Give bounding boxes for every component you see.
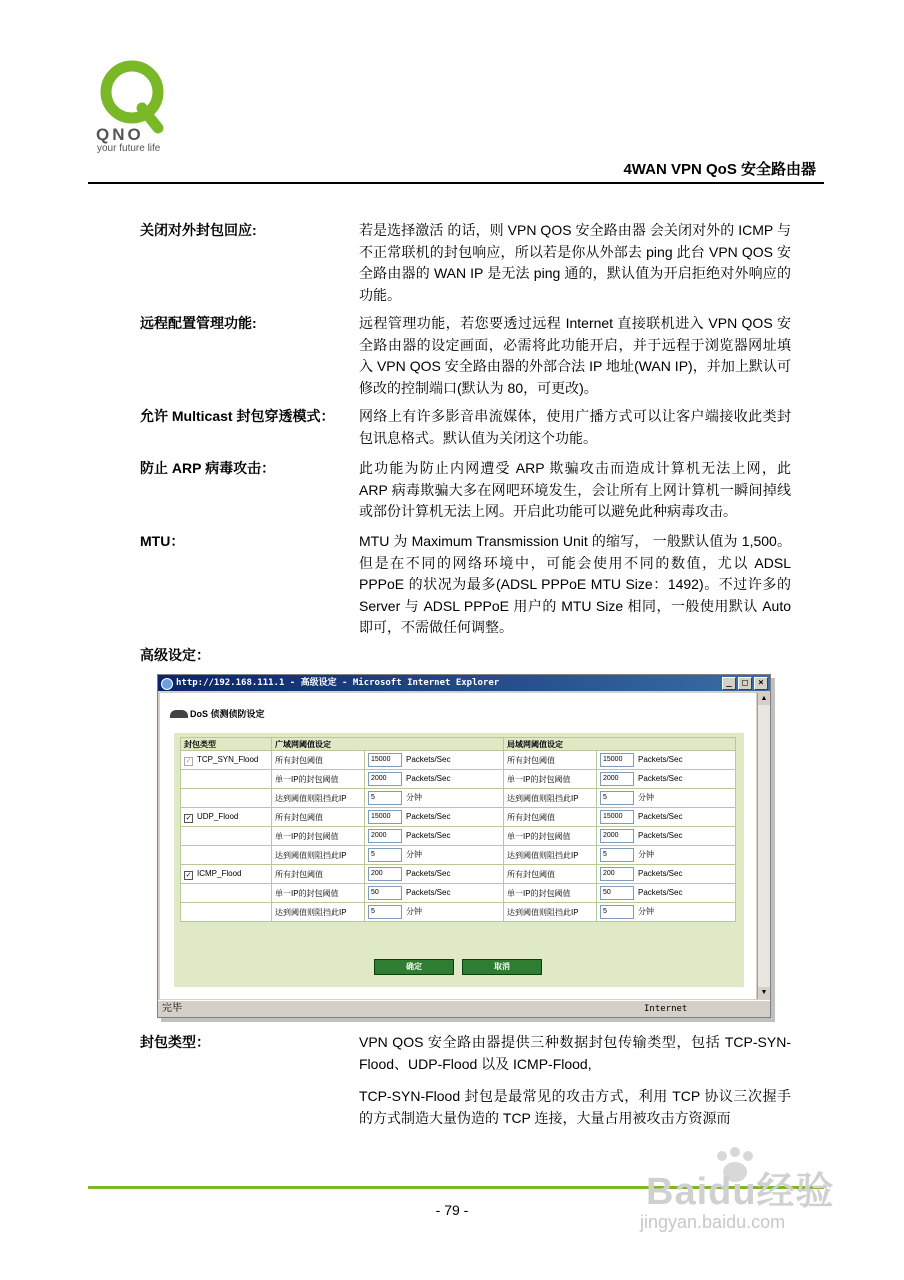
wan-threshold-label: 达到阈值则阻挡此IP (272, 846, 365, 865)
browser-statusbar (158, 1000, 770, 1017)
logo-tagline: your future life (97, 143, 161, 154)
section-body: 若是选择激活 的话，则 VPN QOS 安全路由器 会关闭对外的 ICMP 与不正常联机的封包响应，所以若是你从外部去 ping 此台 VPN QOS 安全路由器的 WAN IP 是无法 ping 通的，默认值为开启拒绝对外响应的功能。 (359, 222, 791, 303)
close-icon[interactable]: × (754, 677, 768, 690)
unit-label: Packets/Sec (406, 755, 451, 765)
packet-type-cell (181, 884, 272, 903)
table-row (181, 846, 736, 865)
unit-label: Packets/Sec (638, 755, 683, 765)
packet-type-cell (181, 903, 272, 922)
wan-threshold-label: 所有封包阈值 (272, 751, 365, 770)
lan-threshold-value (597, 903, 736, 922)
lan-threshold-label: 单一IP的封包阈值 (504, 884, 597, 903)
section-body: 此功能为防止内网遭受 ARP 欺骗攻击而造成计算机无法上网，此 ARP 病毒欺骗大多在网吧环境发生，会让所有上网计算机一瞬间掉线或部份计算机无法上网。开启此功能可以避免此种病毒攻击。 (359, 460, 791, 519)
browser-window (157, 674, 771, 1018)
unit-label: Packets/Sec (406, 774, 451, 784)
wan-threshold-value (365, 865, 504, 884)
wan-threshold-label: 所有封包阈值 (272, 808, 365, 827)
packet-type-label: UDP_Flood (197, 811, 239, 821)
lan-threshold-value (597, 751, 736, 770)
wan-threshold-input[interactable]: 5 (368, 791, 402, 805)
lan-threshold-input[interactable]: 50 (600, 886, 634, 900)
packet-type-cell (181, 846, 272, 865)
section-body: VPN QOS 安全路由器提供三种数据封包传输类型，包括 TCP-SYN-Flood、UDP-Flood 以及 ICMP-Flood, TCP-SYN-Flood 封包是最常见的攻击方式，利用 TCP 协议三次握手的方式制造大量伪造的 TCP 连接，大量占用被攻击方资源而 (359, 1034, 791, 1126)
lan-threshold-value (597, 846, 736, 865)
wan-threshold-input[interactable]: 15000 (368, 753, 402, 767)
lan-threshold-input[interactable]: 15000 (600, 810, 634, 824)
status-zone: Internet (644, 1004, 688, 1014)
table-row (181, 827, 736, 846)
wan-threshold-value (365, 808, 504, 827)
browser-titlebar (158, 675, 770, 691)
packet-type-cell (181, 865, 272, 884)
lan-threshold-label: 所有封包阈值 (504, 751, 597, 770)
table-row (181, 865, 736, 884)
section-label: 允许 Multicast 封包穿透模式： (140, 408, 335, 424)
document-header-title: 4WAN VPN QoS 安全路由器 (623, 161, 816, 178)
packet-type-cell (181, 770, 272, 789)
packet-type-cell (181, 827, 272, 846)
svg-text:QNO: QNO (96, 125, 144, 144)
unit-label: 分钟 (638, 793, 654, 803)
col-lan-header: 局域网阈值设定 (504, 738, 736, 751)
unit-label: Packets/Sec (638, 831, 683, 841)
confirm-button[interactable]: 确定 (374, 959, 454, 975)
section-body: MTU 为 Maximum Transmission Unit 的缩写， 一般默认值为 1,500。但是在不同的网络环境中，可能会使用不同的数值，尤以 ADSL PPPoE 的状况为最多(ADSL PPPoE MTU Size：1492)。不过许多的 Server 与 ADSL PPPoE 用户的 MTU Size 相同，一般使用默认 Auto 即可，不需做任何调整。 (359, 533, 791, 635)
lan-threshold-input[interactable]: 5 (600, 791, 634, 805)
table-row (181, 770, 736, 789)
vertical-scrollbar[interactable] (757, 693, 770, 999)
lan-threshold-value (597, 789, 736, 808)
lan-threshold-input[interactable]: 15000 (600, 753, 634, 767)
wan-threshold-label: 单一IP的封包阈值 (272, 884, 365, 903)
page-number: - 79 - (435, 1202, 469, 1218)
unit-label: Packets/Sec (638, 869, 683, 879)
wan-threshold-value (365, 827, 504, 846)
maximize-icon[interactable]: □ (738, 677, 752, 690)
lan-threshold-label: 所有封包阈值 (504, 808, 597, 827)
dos-table (180, 737, 736, 922)
browser-title: http://192.168.111.1 - 高级设定 - Microsoft Internet Explorer (176, 678, 500, 688)
section-label: 关闭对外封包回应: (140, 222, 257, 238)
table-row (181, 884, 736, 903)
watermark-url: jingyan.baidu.com (640, 1212, 786, 1232)
header-divider (88, 182, 824, 184)
lan-threshold-value (597, 865, 736, 884)
wan-threshold-label: 达到阈值则阻挡此IP (272, 789, 365, 808)
packet-type-cell (181, 751, 272, 770)
packet-type-label: TCP_SYN_Flood (197, 754, 259, 764)
section-body: 网络上有许多影音串流媒体，使用广播方式可以让客户端接收此类封包讯息格式。默认值为关闭这个功能。 (359, 408, 791, 446)
wan-threshold-value (365, 846, 504, 865)
unit-label: 分钟 (638, 850, 654, 860)
col-type-header: 封包类型 (181, 738, 272, 751)
lan-threshold-label: 单一IP的封包阈值 (504, 770, 597, 789)
packet-type-checkbox[interactable]: ✓ (185, 871, 192, 879)
table-row (181, 808, 736, 827)
lan-threshold-label: 单一IP的封包阈值 (504, 827, 597, 846)
wan-threshold-input[interactable]: 200 (368, 867, 402, 881)
ie-icon (161, 678, 173, 690)
section-body: 远程管理功能，若您要透过远程 Internet 直接联机进入 VPN QOS 安全路由器的设定画面，必需将此功能开启，并于远程于浏览器网址填入 VPN QOS 安全路由器的外部合法 IP 地址(WAN IP)，并加上默认可修改的控制端口(默认为 80，可更改)。 (359, 315, 791, 396)
wan-threshold-input[interactable]: 50 (368, 886, 402, 900)
wan-threshold-input[interactable]: 5 (368, 848, 402, 862)
packet-type-cell (181, 808, 272, 827)
lan-threshold-label: 所有封包阈值 (504, 865, 597, 884)
wan-threshold-input[interactable]: 2000 (368, 772, 402, 786)
unit-label: 分钟 (406, 907, 422, 917)
wan-threshold-label: 达到阈值则阻挡此IP (272, 903, 365, 922)
section-label: 封包类型： (140, 1034, 210, 1050)
minimize-icon[interactable]: _ (722, 677, 736, 690)
table-row (181, 903, 736, 922)
unit-label: 分钟 (406, 850, 422, 860)
packet-type-checkbox[interactable]: ✓ (185, 814, 192, 822)
dos-panel (174, 733, 744, 987)
wan-threshold-label: 单一IP的封包阈值 (272, 770, 365, 789)
unit-label: Packets/Sec (638, 812, 683, 822)
wan-threshold-value (365, 770, 504, 789)
col-wan-header: 广域网阈值设定 (272, 738, 504, 751)
unit-label: Packets/Sec (638, 888, 683, 898)
unit-label: Packets/Sec (638, 774, 683, 784)
packet-type-cell (181, 789, 272, 808)
section-label: 远程配置管理功能: (140, 315, 257, 331)
lan-threshold-input[interactable]: 200 (600, 867, 634, 881)
lan-threshold-value (597, 808, 736, 827)
unit-label: Packets/Sec (406, 888, 451, 898)
browser-content (160, 693, 756, 999)
table-row (181, 789, 736, 808)
lan-threshold-value (597, 770, 736, 789)
wan-threshold-value (365, 884, 504, 903)
advanced-settings-label: 高级设定： (140, 647, 210, 663)
wan-threshold-value (365, 789, 504, 808)
lan-threshold-input[interactable]: 2000 (600, 829, 634, 843)
wan-threshold-label: 所有封包阈值 (272, 865, 365, 884)
section-label: MTU： (140, 533, 185, 549)
unit-label: Packets/Sec (406, 869, 451, 879)
wan-threshold-input[interactable]: 2000 (368, 829, 402, 843)
lan-threshold-label: 达到阈值则阻挡此IP (504, 903, 597, 922)
wan-threshold-input[interactable]: 15000 (368, 810, 402, 824)
unit-label: 分钟 (406, 793, 422, 803)
watermark-brand: Baidu经验 (646, 1171, 835, 1213)
lan-threshold-value (597, 884, 736, 903)
packet-type-checkbox[interactable]: ✓ (185, 757, 192, 765)
scroll-up-icon[interactable]: ▲ (758, 693, 770, 705)
unit-label: Packets/Sec (406, 812, 451, 822)
packet-type-label: ICMP_Flood (197, 868, 242, 878)
lan-threshold-input[interactable]: 5 (600, 848, 634, 862)
scroll-down-icon[interactable]: ▼ (758, 987, 770, 999)
wan-threshold-label: 单一IP的封包阈值 (272, 827, 365, 846)
lan-threshold-value (597, 827, 736, 846)
wan-threshold-input[interactable]: 5 (368, 905, 402, 919)
lan-threshold-input[interactable]: 2000 (600, 772, 634, 786)
cancel-button[interactable]: 取消 (462, 959, 542, 975)
wan-threshold-value (365, 751, 504, 770)
unit-label: 分钟 (638, 907, 654, 917)
lan-threshold-label: 达到阈值则阻挡此IP (504, 789, 597, 808)
dos-section-title: DoS 侦测侦防设定 (170, 707, 265, 720)
lan-threshold-input[interactable]: 5 (600, 905, 634, 919)
wan-threshold-value (365, 903, 504, 922)
unit-label: Packets/Sec (406, 831, 451, 841)
status-done: 完毕 (162, 1003, 182, 1014)
table-row (181, 751, 736, 770)
section-label: 防止 ARP 病毒攻击： (140, 460, 276, 476)
baidu-watermark (640, 1150, 860, 1250)
lan-threshold-label: 达到阈值则阻挡此IP (504, 846, 597, 865)
